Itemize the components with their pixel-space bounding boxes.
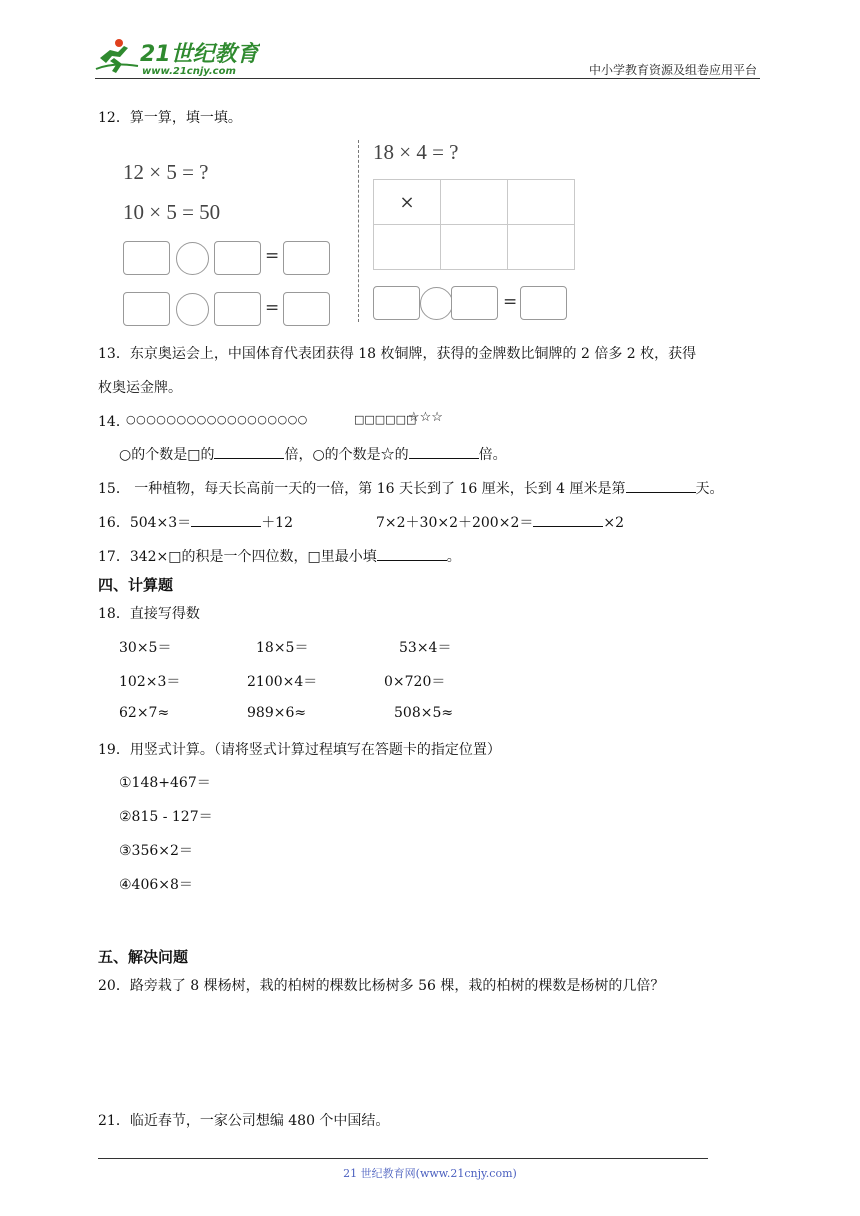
q15-text-a: 15． 一种植物，每天长高前一天的一倍，第 16 天长到了 16 厘米，长到 4 厘米是第 <box>98 481 626 497</box>
q12-label: 12．算一算，填一填。 <box>98 110 242 126</box>
grid-symbol-cell: × <box>374 180 441 225</box>
q12-right-eq: 18 × 4 = ? <box>373 140 459 164</box>
q16-part1 <box>98 512 293 532</box>
answer-box[interactable] <box>214 241 261 275</box>
q18-item: 0×720＝ <box>384 674 446 690</box>
answer-blank[interactable] <box>377 546 447 561</box>
answer-blank[interactable] <box>409 444 479 459</box>
q14-line2 <box>119 444 507 464</box>
answer-box[interactable] <box>283 241 330 275</box>
grid-cell[interactable] <box>508 225 575 270</box>
q17-text-a: 17．342×□的积是一个四位数，□里最小填 <box>98 549 377 565</box>
answer-blank[interactable] <box>533 512 603 527</box>
q15-line <box>98 478 724 498</box>
q16-part2 <box>376 512 624 532</box>
q20-text: 20．路旁栽了 8 棵杨树，栽的柏树的棵数比杨树多 56 棵，栽的柏树的棵数是杨树的几倍？ <box>98 978 665 994</box>
equals-sign: = <box>265 298 280 318</box>
q13-line2: 枚奥运金牌。 <box>98 380 182 396</box>
q18-item: 989×6≈ <box>247 705 307 721</box>
operator-circle[interactable] <box>420 287 453 320</box>
multiplication-grid <box>373 179 575 270</box>
operator-circle[interactable] <box>176 242 209 275</box>
logo-text: 21世纪教育 <box>140 42 259 67</box>
grid-cell[interactable] <box>374 225 441 270</box>
answer-box[interactable] <box>123 292 170 326</box>
grid-cell[interactable] <box>441 225 508 270</box>
q16-text-c: 7×2＋30×2＋200×2＝ <box>376 515 534 531</box>
header-platform-text: 中小学教育资源及组卷应用平台 <box>588 63 757 77</box>
brand-logo <box>94 36 260 80</box>
equals-sign: = <box>265 246 280 266</box>
grid-cell[interactable] <box>441 180 508 225</box>
q14-stars: ☆☆☆ <box>408 410 443 425</box>
equals-sign: = <box>503 292 518 312</box>
footer-divider <box>98 1158 708 1159</box>
q13-line1: 13．东京奥运会上，中国体育代表团获得 18 枚铜牌，获得的金牌数比铜牌的 2 倍多 2 枚，获得 <box>98 346 697 362</box>
answer-box[interactable] <box>520 286 567 320</box>
q19-label: 19．用竖式计算。（请将竖式计算过程填写在答题卡的指定位置） <box>98 742 501 758</box>
operator-circle[interactable] <box>176 293 209 326</box>
answer-blank[interactable] <box>626 478 696 493</box>
q18-item: 30×5＝ <box>119 640 172 656</box>
q14-text-a: ○的个数是□的 <box>119 447 215 463</box>
q18-item: 53×4＝ <box>399 640 452 656</box>
q16-text-b: ＋12 <box>261 515 294 531</box>
answer-box[interactable] <box>214 292 261 326</box>
grid-cell[interactable] <box>508 180 575 225</box>
q16-text-d: ×2 <box>603 515 624 531</box>
answer-box[interactable] <box>123 241 170 275</box>
q19-item: ②815 - 127＝ <box>119 809 213 825</box>
dashed-divider <box>358 140 359 322</box>
q17-text-b: 。 <box>446 549 461 565</box>
q14-text-c: 倍。 <box>478 447 507 463</box>
answer-blank[interactable] <box>191 512 261 527</box>
q12-left-eq1: 12 × 5 = ? <box>123 160 209 184</box>
runner-icon <box>96 39 138 73</box>
q16-text-a: 16．504×3＝ <box>98 515 192 531</box>
q15-text-b: 天。 <box>695 481 724 497</box>
footer-text[interactable]: 21 世纪教育网(www.21cnjy.com) <box>343 1167 517 1180</box>
section-heading: 四、计算题 <box>98 576 174 594</box>
q18-item: 18×5＝ <box>256 640 309 656</box>
q19-item: ④406×8＝ <box>119 877 193 893</box>
q14-circles: ○○○○○○○○○○○○○○○○○○ <box>126 413 308 426</box>
q17-line <box>98 546 461 566</box>
q19-item: ③356×2＝ <box>119 843 193 859</box>
q18-label: 18．直接写得数 <box>98 606 200 622</box>
q18-item: 2100×4＝ <box>247 674 318 690</box>
header-divider <box>95 78 760 79</box>
q14-text-b: 倍，○的个数是☆的 <box>284 447 409 463</box>
q18-item: 508×5≈ <box>394 705 454 721</box>
logo-url: www.21cnjy.com <box>142 66 236 77</box>
answer-blank[interactable] <box>214 444 284 459</box>
section-heading: 五、解决问题 <box>98 948 189 966</box>
q14-squares: □□□□□□ <box>354 413 417 426</box>
q19-item: ①148+467＝ <box>119 775 211 791</box>
q18-item: 62×7≈ <box>119 705 170 721</box>
answer-box[interactable] <box>451 286 498 320</box>
q12-left-eq2: 10 × 5 = 50 <box>123 200 221 224</box>
q18-item: 102×3＝ <box>119 674 181 690</box>
answer-box[interactable] <box>283 292 330 326</box>
q14-label: 14． <box>98 414 130 430</box>
answer-box[interactable] <box>373 286 420 320</box>
q21-text: 21．临近春节，一家公司想编 480 个中国结。 <box>98 1113 390 1129</box>
